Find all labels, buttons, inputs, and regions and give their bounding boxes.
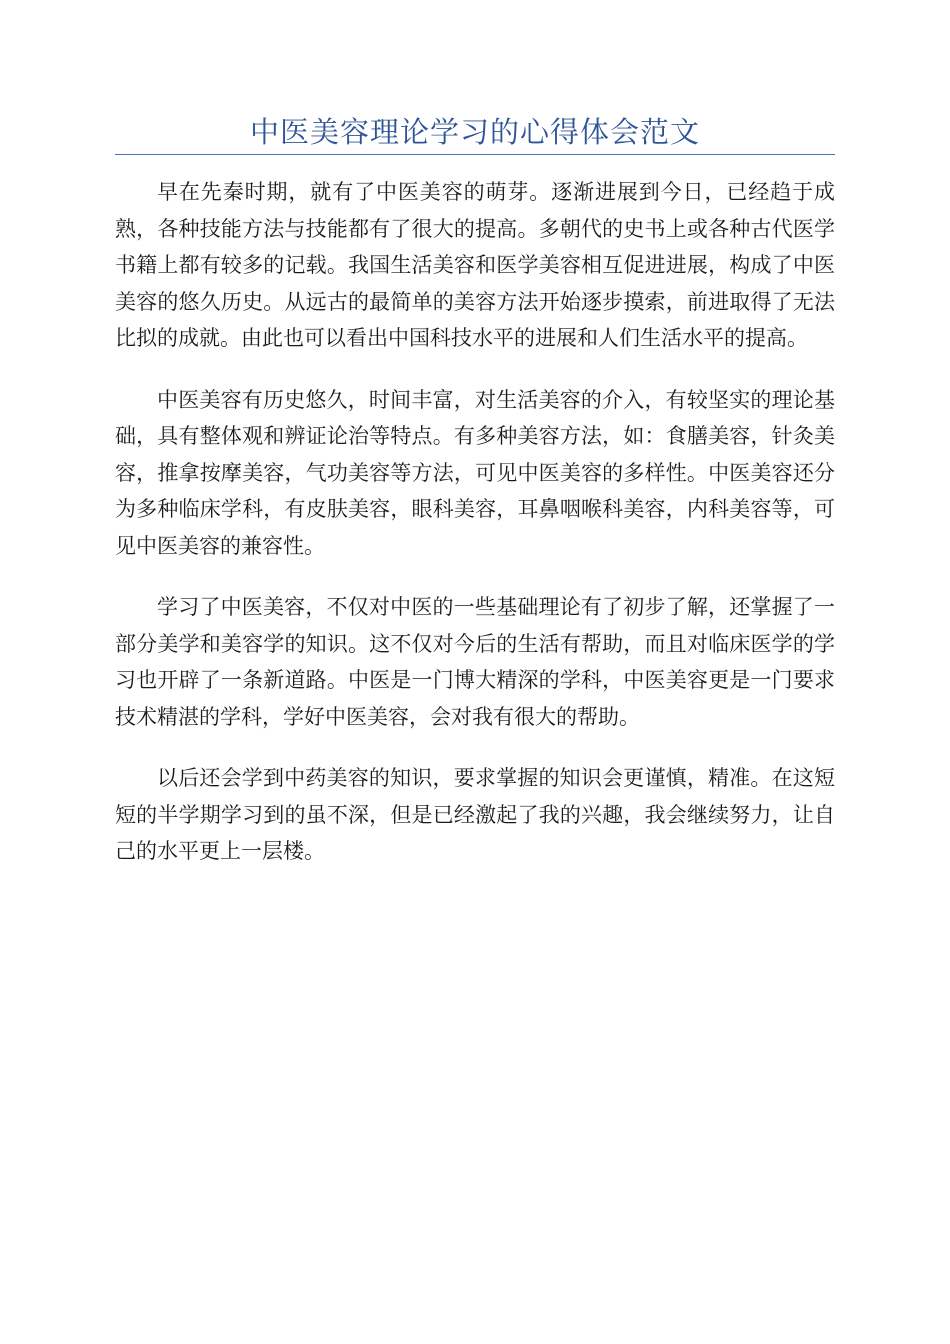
paragraph-1: 早在先秦时期，就有了中医美容的萌芽。逐渐进展到今日，已经趋于成熟，各种技能方法与技能都有了很大的提高。多朝代的史书上或各种古代医学书籍上都有较多的记载。我国生活美容和医学美容相互促进进展，构成了中医美容的悠久历史。从远古的最简单的美容方法开始逐步摸索，前进取得了无法比拟的成就。由此也可以看出中国科技水平的进展和人们生活水平的提高。 xyxy=(115,180,835,350)
paragraph-2: 中医美容有历史悠久，时间丰富，对生活美容的介入，有较坚实的理论基础，具有整体观和辨证论治等特点。有多种美容方法，如：食膳美容，针灸美容，推拿按摩美容，气功美容等方法，可见中医美容的多样性。中医美容还分为多种临床学科，有皮肤美容，眼科美容，耳鼻咽喉科美容，内科美容等，可见中医美容的兼容性。 xyxy=(115,387,835,558)
document-body xyxy=(115,174,835,895)
paragraph-3: 学习了中医美容，不仅对中医的一些基础理论有了初步了解，还掌握了一部分美学和美容学的知识。这不仅对今后的生活有帮助，而且对临床医学的学习也开辟了一条新道路。中医是一门博大精深的学科，中医美容更是一门要求技术精湛的学科，学好中医美容，会对我有很大的帮助。 xyxy=(115,595,835,729)
title-underline xyxy=(115,154,835,155)
paragraph-4: 以后还会学到中药美容的知识，要求掌握的知识会更谨慎，精准。在这短短的半学期学习到的虽不深，但是已经激起了我的兴趣，我会继续努力，让自己的水平更上一层楼。 xyxy=(115,766,835,863)
document-title: 中医美容理论学习的心得体会范文 xyxy=(249,115,700,149)
